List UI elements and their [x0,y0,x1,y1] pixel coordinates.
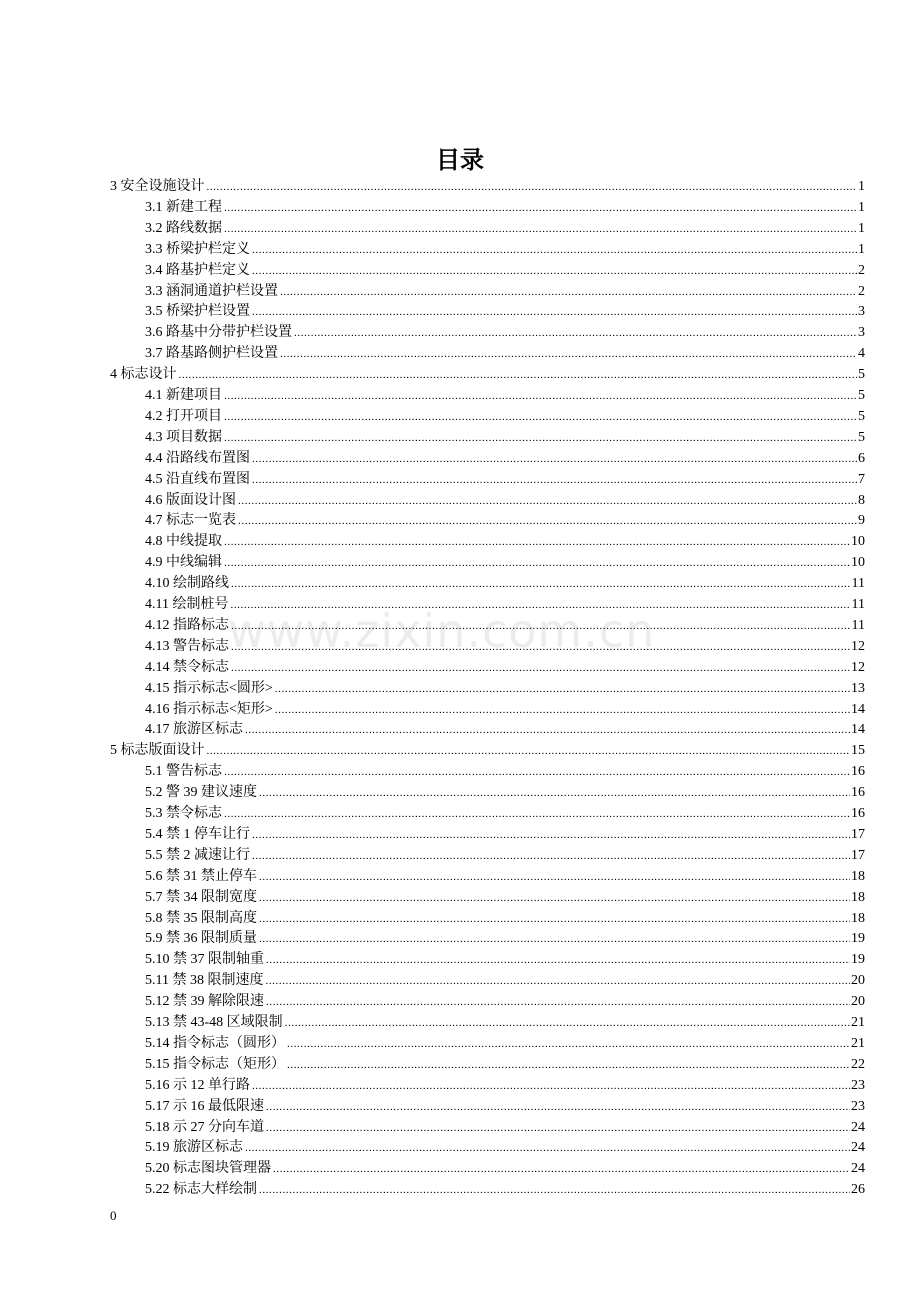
toc-entry-page-number: 17 [851,826,865,842]
toc-entry-label: 3.5 桥梁护栏设置 [145,304,250,320]
toc-entry-label: 4.12 指路标志 [145,617,229,633]
toc-entry[interactable] [145,637,865,657]
toc-entry[interactable] [145,198,865,218]
toc-entry-label: 5.3 禁令标志 [145,806,222,821]
toc-entry[interactable] [145,574,865,594]
toc-entry-page-number: 6 [858,450,865,466]
toc-entry[interactable] [145,909,865,929]
toc-entry[interactable] [145,282,865,302]
toc-entry-page-number: 21 [851,1035,865,1051]
toc-entry-label: 4.6 版面设计图 [145,492,236,508]
toc-entry[interactable] [145,1034,865,1054]
toc-leader-dots [259,1180,850,1200]
toc-entry-page-number: 1 [858,199,865,215]
toc-entry-page-number: 16 [851,764,865,780]
toc-entry[interactable] [145,616,865,636]
toc-entry-page-number: 23 [851,1077,865,1093]
toc-entry-page-number: 7 [858,471,865,487]
toc-leader-dots [224,553,850,573]
toc-entry[interactable] [145,783,865,803]
toc-entry[interactable] [145,1055,865,1075]
toc-entry-label: 4.7 标志一览表 [145,513,236,529]
toc-entry[interactable] [145,1118,865,1138]
toc-entry[interactable] [145,386,865,406]
toc-leader-dots [231,574,851,594]
toc-leader-dots [238,511,857,531]
toc-leader-dots [266,1118,850,1138]
toc-entry[interactable] [145,762,865,782]
toc-entry[interactable] [145,867,865,887]
toc-entry-page-number: 5 [858,429,865,445]
toc-leader-dots [245,720,850,740]
toc-leader-dots [259,929,850,949]
watermark: www.zixin.com.cn [228,604,656,658]
toc-leader-dots [224,407,857,427]
toc-entry[interactable] [145,1180,865,1200]
toc-leader-dots [224,198,857,218]
toc-entry-page-number: 24 [851,1119,865,1135]
toc-entry[interactable] [145,553,865,573]
toc-entry[interactable] [110,365,865,385]
toc-entry-page-number: 1 [858,220,865,236]
toc-leader-dots [252,825,850,845]
toc-entry[interactable] [145,1097,865,1117]
toc-entry-page-number: 5 [858,388,865,403]
toc-entry[interactable] [145,720,865,740]
toc-leader-dots [252,470,857,490]
toc-entry-label: 4.10 绘制路线 [145,576,229,592]
toc-leader-dots [252,240,857,260]
toc-entry[interactable] [145,261,865,281]
toc-entry-page-number: 23 [851,1098,865,1114]
toc-leader-dots [224,804,850,824]
toc-entry-page-number: 12 [851,638,865,654]
toc-leader-dots [266,950,850,970]
toc-entry-label: 4.4 沿路线布置图 [145,450,250,466]
toc-entry-label: 5.1 警告标志 [145,764,222,780]
toc-entry[interactable] [145,1138,865,1158]
toc-entry-page-number: 18 [851,889,865,905]
toc-entry[interactable] [145,428,865,448]
toc-entry-page-number: 16 [851,806,865,821]
toc-entry[interactable] [145,888,865,908]
toc-entry-page-number: 4 [858,346,865,362]
toc-entry-label: 3.1 新建工程 [145,199,222,215]
toc-entry[interactable] [145,700,865,720]
toc-leader-dots [259,888,850,908]
toc-leader-dots [230,595,850,615]
toc-entry[interactable] [145,302,865,322]
toc-leader-dots [259,783,850,803]
toc-leader-dots [231,658,850,678]
toc-leader-dots [224,386,857,406]
toc-entry[interactable] [145,240,865,260]
toc-entry-page-number: 15 [851,743,865,759]
toc-leader-dots [275,679,850,699]
toc-entry-label: 4.2 打开项目 [145,408,222,424]
toc-entry-label: 4 标志设计 [110,367,177,383]
toc-entry[interactable] [110,741,865,761]
toc-leader-dots [252,1076,850,1096]
toc-entry[interactable] [145,1159,865,1179]
toc-entry-label: 4.15 指示标志<圆形> [145,680,273,696]
toc-entry-page-number: 1 [858,179,865,194]
toc-entry[interactable] [145,929,865,949]
toc-leader-dots [252,261,857,281]
toc-entry-page-number: 24 [851,1140,865,1156]
toc-entry-label: 5.17 示 16 最低限速 [145,1098,264,1114]
toc-entry-page-number: 18 [851,910,865,926]
toc-entry-page-number: 19 [851,931,865,947]
toc-leader-dots [207,741,851,761]
toc-entry[interactable] [145,1013,865,1033]
toc-entry-page-number: 11 [851,597,865,612]
toc-entry-label: 4.14 禁令标志 [145,659,229,675]
toc-entry-label: 5.15 指令标志（矩形） [145,1056,285,1072]
toc-entry-label: 3.3 涵洞通道护栏设置 [145,283,278,299]
toc-entry-label: 5.8 禁 35 限制高度 [145,910,257,926]
toc-entry-label: 5 标志版面设计 [110,743,205,759]
toc-entry-label: 4.17 旅游区标志 [145,722,243,738]
toc-leader-dots [252,846,850,866]
toc-entry[interactable] [145,595,865,615]
toc-entry-page-number: 8 [858,492,865,508]
toc-entry-label: 5.4 禁 1 停车让行 [145,826,250,842]
toc-leader-dots [285,1013,850,1033]
toc-entry[interactable] [145,950,865,970]
toc-entry[interactable] [145,846,865,866]
toc-entry-label: 4.5 沿直线布置图 [145,471,250,487]
toc-leader-dots [252,449,857,469]
toc-entry-label: 5.10 禁 37 限制轴重 [145,952,264,968]
toc-entry-page-number: 18 [851,868,865,884]
toc-entry-label: 4.1 新建项目 [145,388,222,403]
toc-entry-label: 4.11 绘制桩号 [145,597,229,612]
toc-entry-label: 5.13 禁 43-48 区域限制 [145,1015,283,1030]
toc-leader-dots [259,867,850,887]
toc-leader-dots [231,616,851,636]
toc-leader-dots [224,762,850,782]
toc-entry-label: 4.3 项目数据 [145,429,222,445]
page-title: 目录 [436,146,484,174]
toc-entry[interactable] [110,177,865,197]
toc-entry-page-number: 3 [858,304,865,320]
toc-entry-page-number: 26 [851,1182,865,1198]
toc-entry-page-number: 19 [851,952,865,968]
toc-entry-label: 5.19 旅游区标志 [145,1140,243,1156]
toc-entry-label: 5.7 禁 34 限制宽度 [145,889,257,905]
toc-entry-page-number: 20 [851,973,865,989]
toc-entry-label: 4.9 中线编辑 [145,555,222,571]
toc-leader-dots [294,323,857,343]
toc-entry-label: 3.7 路基路侧护栏设置 [145,346,278,362]
toc-entry-label: 5.9 禁 36 限制质量 [145,931,257,947]
toc-entry-label: 3.6 路基中分带护栏设置 [145,325,292,341]
toc-entry-page-number: 20 [851,994,865,1010]
toc-entry[interactable] [145,323,865,343]
toc-leader-dots [224,219,857,239]
toc-entry-page-number: 12 [851,659,865,675]
toc-leader-dots [238,491,857,511]
toc-entry[interactable] [145,449,865,469]
toc-entry-page-number: 14 [851,701,865,717]
toc-leader-dots [266,992,850,1012]
toc-entry-label: 3.4 路基护栏定义 [145,262,250,278]
toc-entry[interactable] [145,992,865,1012]
toc-entry-page-number: 10 [851,555,865,571]
toc-leader-dots [265,971,850,991]
toc-entry-page-number: 22 [851,1056,865,1072]
toc-entry-label: 4.8 中线提取 [145,534,222,550]
toc-entry-label: 5.16 示 12 单行路 [145,1077,250,1093]
toc-entry-label: 4.13 警告标志 [145,638,229,654]
toc-entry[interactable] [145,344,865,364]
toc-entry[interactable] [145,679,865,699]
toc-leader-dots [179,365,858,385]
footer-page-number: 0 [110,1208,117,1223]
toc-entry-page-number: 1 [858,241,865,257]
toc-leader-dots [280,282,857,302]
toc-leader-dots [224,532,850,552]
toc-entry[interactable] [145,825,865,845]
toc-entry-page-number: 2 [858,262,865,278]
toc-leader-dots [224,428,857,448]
toc-leader-dots [280,344,857,364]
toc-entry-page-number: 5 [858,367,865,383]
toc-entry-label: 4.16 指示标志<矩形> [145,701,273,717]
toc-entry[interactable] [145,658,865,678]
toc-entry-page-number: 14 [851,722,865,738]
toc-leader-dots [275,700,850,720]
toc-entry[interactable] [145,1076,865,1096]
toc-entry-label: 5.22 标志大样绘制 [145,1182,257,1198]
toc-entry-page-number: 16 [851,785,865,801]
toc-entry[interactable] [145,532,865,552]
toc-entry-page-number: 5 [858,408,865,424]
toc-entry-label: 5.5 禁 2 减速让行 [145,847,250,863]
toc-entry-label: 3.3 桥梁护栏定义 [145,241,250,257]
toc-entry[interactable] [145,511,865,531]
toc-entry-page-number: 3 [858,325,865,341]
toc-leader-dots [231,637,850,657]
toc-entry-label: 3 安全设施设计 [110,179,205,194]
toc-entry-page-number: 17 [851,847,865,863]
toc-entry-page-number: 21 [851,1015,865,1030]
toc-entry-label: 5.20 标志图块管理器 [145,1161,271,1177]
toc-entry[interactable] [145,470,865,490]
toc-entry[interactable] [145,491,865,511]
toc-entry[interactable] [145,804,865,824]
toc-entry-page-number: 13 [851,680,865,696]
toc-entry-label: 3.2 路线数据 [145,220,222,236]
toc-entry-label: 5.18 示 27 分向车道 [145,1119,264,1135]
toc-entry-label: 5.6 禁 31 禁止停车 [145,868,257,884]
toc-leader-dots [245,1138,850,1158]
toc-entry[interactable] [145,219,865,239]
toc-entry-page-number: 9 [858,513,865,529]
toc-entry-label: 5.12 禁 39 解除限速 [145,994,264,1010]
toc-entry-label: 5.14 指令标志（圆形） [145,1035,285,1051]
toc-entry-page-number: 10 [851,534,865,550]
toc-leader-dots [266,1097,850,1117]
toc-entry-label: 5.2 警 39 建议速度 [145,785,257,801]
toc-entry-label: 5.11 禁 38 限制速度 [145,973,264,989]
toc-entry-page-number: 11 [851,576,865,592]
toc-entry-page-number: 2 [858,283,865,299]
toc-entry[interactable] [145,407,865,427]
toc-entry-page-number: 24 [851,1161,865,1177]
toc-leader-dots [207,177,858,197]
toc-leader-dots [287,1034,850,1054]
toc-leader-dots [287,1055,850,1075]
toc-entry[interactable] [145,971,865,991]
toc-leader-dots [259,909,850,929]
toc-leader-dots [273,1159,850,1179]
toc-entry-page-number: 11 [851,617,865,633]
toc-leader-dots [252,302,857,322]
